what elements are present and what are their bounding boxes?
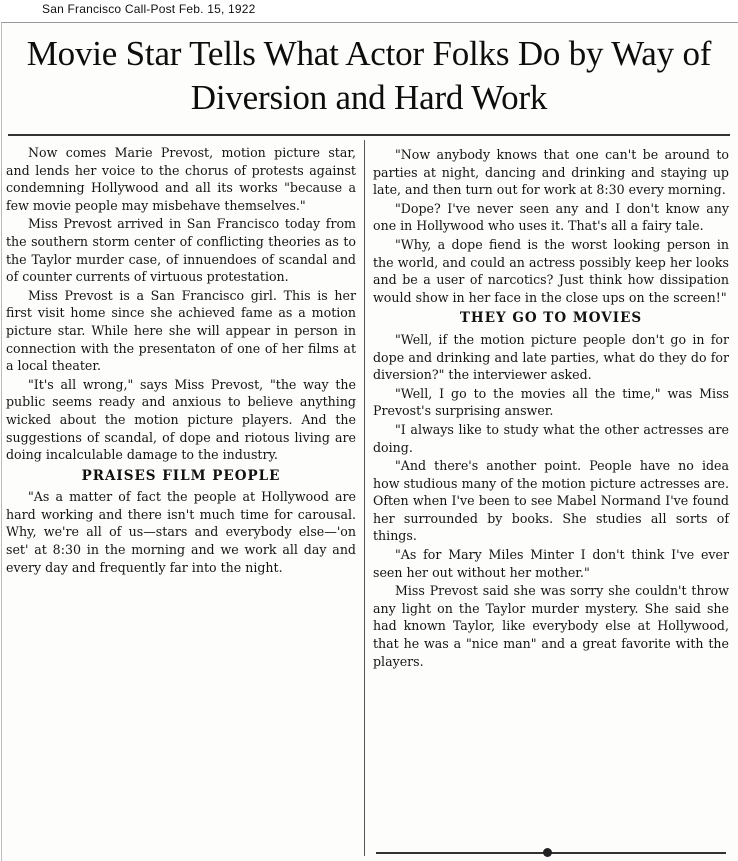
headline [0,32,738,120]
subhead-they-go-to-movies: THEY GO TO MOVIES [459,310,643,327]
article-paragraph: "Well, if the motion picture people don't go in for dope and drinking and late parties, what do they do for diversion?" the interviewer asked. [373,331,729,383]
article-paragraph: "Dope? I've never seen any and I don't know any one in Hollywood who uses it. That's all a fairy tale. [373,200,729,234]
article-paragraph: "Well, I go to the movies all the time," was Miss Prevost's surprising answer. [373,385,729,419]
article-paragraph: "And there's another point. People have no idea how studious many of the motion picture actresses are. Often when I've been to see Mabel Normand I've found her surrounded by books. She studies all sorts of things. [373,458,729,544]
headline-line-1: Movie Star Tells What Actor Folks Do by Way of [26,34,712,73]
article-paragraph: "As for Mary Miles Minter I don't think I've ever seen her out without her mother." [373,547,729,580]
article-paragraph: Miss Prevost said she was sorry she couldn't throw any light on the Taylor murder mystery. She said she had known Taylor, like everybody else at Hollywood, that he was a "nice man" and a great favorite with the players. [373,583,729,669]
article-paragraph: "As a matter of fact the people at Hollywood are hard working and there isn't much time for carousal. Why, we're all of us—stars and everybody else—'on set' at 8:30 in the morning and we work all day and every day and frequently far into the night. [6,489,356,575]
article-paragraph: Miss Prevost is a San Francisco girl. This is her first visit home since she achieved fame as a motion picture star. While here she will appear in person in connection with the presentaton of one of her films at a local theater. [6,287,356,374]
article-paragraph: "Now anybody knows that one can't be around to parties at night, dancing and drinking and staying up late, and then turn out for work at 8:30 every morning. [373,147,729,198]
right-column [373,146,729,671]
article-paragraph: "Why, a dope fiend is the worst looking person in the world, and could an actress possibly keep her looks and be a user of narcotics? Just think how dissipation would show in her face in the close ups on the screen!" [373,236,729,305]
source-caption: San Francisco Call-Post Feb. 15, 1922 [42,2,256,16]
headline-rule [8,134,730,136]
article-paragraph: Now comes Marie Prevost, motion picture star, and lends her voice to the chorus of protests against condemning Hollywood and all its works "because a few movie people may misbehave themselves." [6,145,356,213]
column-divider [364,140,365,856]
article-paragraph: Miss Prevost arrived in San Francisco today from the southern storm center of conflicting theories as to the Taylor murder case, of innuendoes of scandal and of counter currents of virtuous protestation. [6,216,356,285]
headline-line-2: Diversion and Hard Work [190,78,548,117]
article-paragraph: "I always like to study what the other actresses are doing. [373,421,729,455]
left-column [6,144,356,577]
subhead-praises-film-people: PRAISES FILM PEOPLE [81,467,281,484]
article-paragraph: "It's all wrong," says Miss Prevost, "the way the public seems ready and anxious to believe anything wicked about the motion picture players. And the suggestions of scandal, of dope and riotous living are doing incalculable damage to the industry. [6,376,356,463]
end-ornament-icon [543,848,552,857]
